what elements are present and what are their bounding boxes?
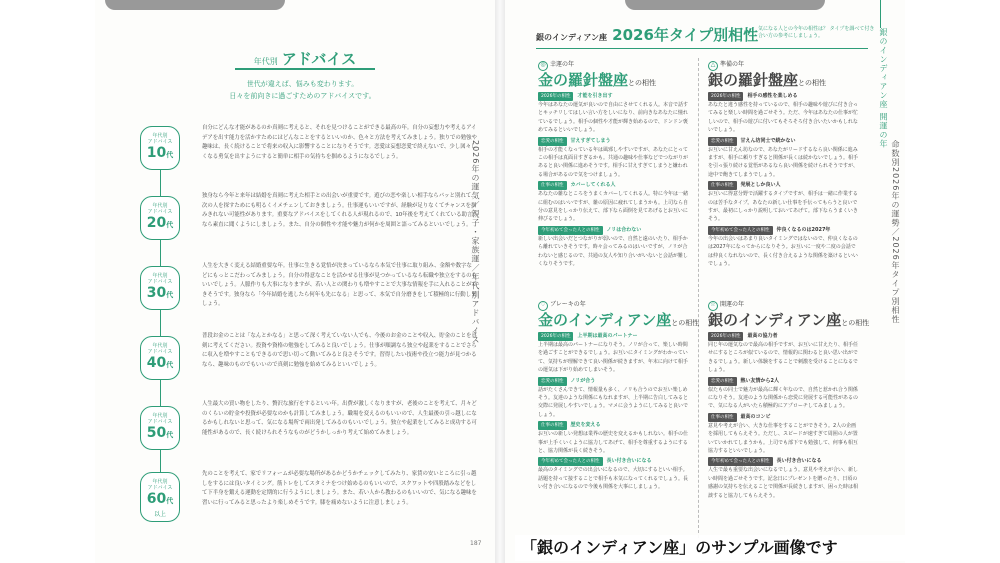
quadrant-tag-label: 準備の年: [720, 61, 745, 68]
quadrant-tag-3: [538, 300, 586, 310]
advice-paragraph-60: 先のことを考えて、家でリフォームが必要な場所があるかどうかチェックしてみたり、家賃の安いところに引っ越しをするには良いタイミング。筋トレをしてスタミナをつけ始めるのもいいので、スクワットや四股踏みなどをして下半身を鍛える運動を定期的に行うようにしましょう。また、若い人から教わるのもいいので、気になる趣味を習いに行ってみると思ったより楽しめそうです。膝を痛めないように注意しましょう。: [202, 471, 477, 506]
advice-paragraph-30: 人生を大きく変える結婚重要な年。仕事に生きる覚悟が決まっているなら本気で仕事に取り組み、金額や数字などにもっとこだわってみましょう。自分の得意なことを活かせる仕事が見つかっているなら転職や独立をするのもいいでしょう。人脈作りも大事になりますが、若い人との関わりも増やすことで大事な情報を手に入れることができそうです。独身なら「今年結婚を逃したら何年も先になる」と思って、本気で自分磨きをして積極的に行動しましょう。: [202, 263, 477, 307]
quadrant-title-suffix: との相性: [841, 319, 870, 327]
quadrant-tag-label: 幸運の年: [550, 61, 575, 68]
age-badge-number: 10: [146, 145, 167, 161]
compat-text: あなたと違う感性を持っているので、相手の趣味や遊びに付き合ってみると楽しい時間を過ごせそう。ただ、今年はあなたの仕事が忙しいので、相手の遊びに付いてもそろそろ付き合いたいかもしれないでしょう。: [708, 102, 859, 134]
compat-head: 最高のコンビ: [740, 413, 771, 420]
compat-chip: 2026年の相性: [708, 332, 743, 341]
compat-chip: 2026年の相性: [708, 92, 743, 101]
compat-text: 話がたくさんできて、情報量も多く、ノリも合うのでお互い楽しめそう。友達のような関係にもなれますが、上半期に告白してみると交際に発展しやすいでしょう。マメに会うようにしてみると良いでしょう。: [538, 386, 688, 418]
compat-chip: 仕事の相性: [708, 413, 737, 422]
compat-head: ノリが合う: [570, 377, 596, 384]
quadrant-glyph-icon: ☆: [710, 301, 716, 308]
quadrant-glyph-icon: △: [710, 61, 716, 68]
compat-text: 上半期は最高のパートナーになりそう。ノリが合って、楽しい時間を過ごすことができるでしょう。お互いにタイミングがわかっていて、気持ちが理解できて良い関係が続きますが、年末に向けて相手の運気は下がり始めてしまいそう。: [538, 342, 688, 374]
compat-head: カバーしてくれる人: [570, 182, 616, 189]
compat-chip: 恋愛の相性: [538, 137, 567, 146]
quadrant-glyph-icon: ◎: [540, 61, 546, 68]
quadrant-body-4: [708, 330, 858, 530]
compat-chip: 仕事の相性: [538, 181, 567, 190]
age-badge-label: 年代別 アドバイス: [147, 203, 173, 215]
quadrant-title-name: 銀のインディアン座: [708, 311, 842, 329]
age-badge-number: 60: [146, 491, 167, 507]
compat-head: 長い付き合いになる: [776, 458, 822, 465]
age-badge-label: 年代別 アドバイス: [147, 133, 173, 145]
quadrant-title-suffix: との相性: [671, 319, 700, 327]
compat-chip: 恋愛の相性: [708, 377, 737, 386]
quadrant-title-suffix: との相性: [628, 79, 657, 87]
compat-text: 意見や考えが合い、大きな仕事をすることができそう。2人の企画を採用してもらえそう。ただし、スピードが速すぎて周囲の人が置いていかれてしまうかも。上司でも部下でも勉強して、何事も相互協力するといいでしょう。: [708, 422, 858, 455]
heading-rule: [536, 48, 868, 49]
age-badge-number: 30: [146, 285, 167, 301]
compat-text: 今年はあなたの運気が良いので自由にさせてくれる人。本音で話すとキッチリしてはしい言い方をしいになり、前向きなあなたに憧れているでしょう。相手の個性や才能が輝き始めるので、ドンドン褒めてみるといいでしょう。: [538, 102, 689, 134]
compat-chip: 2026年の相性: [538, 92, 573, 101]
compat-head: 熱い友情から2人: [740, 377, 779, 384]
compat-chip: 仕事の相性: [538, 421, 567, 430]
compat-text: お互いに得意分野で活躍するタイプですが、相手は一緒に作業するのは苦手なタイプ。あなたの新しい仕事を手伝ってもらうと良いですが、最初にしっかり説明しておいてあげて。部下ならうまくいきそう。: [708, 191, 858, 223]
compat-text: お互いの新しい発想は業界の歴史を変えるかもしれない。相手の仕事が上手くいくように協力してあげて、相手を尊重するようにすると、協力関係が長く続きそう。: [538, 431, 688, 455]
quadrant-tag-4: [708, 300, 744, 310]
compat-chip: 今年初めて会った人との相性: [708, 457, 773, 466]
quadrant-tag-2: [708, 60, 744, 70]
quadrant-title-4: [708, 310, 869, 330]
compat-head: ノリは合わない: [606, 226, 642, 233]
compat-head: 甘えすぎてしまう: [570, 137, 611, 144]
right-edge-rule: [880, 0, 881, 28]
compat-text: 新しい出会いだとつながりが弱いので、自然と遠のいたり、相手から離れていきそうです。時々会ってみるのはいいですが、ノリが合わないと感じるので、共通の友人や知り合いがいないと会話が難しくなりそうです。: [538, 235, 688, 268]
column-divider: [698, 58, 699, 538]
compat-head: 長い付き合いになる: [606, 458, 652, 465]
age-badge-label: 年代別 アドバイス: [147, 343, 173, 355]
advice-paragraph-10: 自分にどんな才能があるのか真剣に考えると、それを見つけることができる最高の年。自分の妄想力や考えるアイデアを出す能力を活かすためにはどんなことをするといいのか、色々と方法を考えてみましょう。独りでの勉強や趣味は、長く続けることで将来の収入に影響することになりそうです。恋愛は妄想恋愛で終えないで、少し図々しくなる勇気を出すようにすると簡単に相手の気持ちを掴めるようになるでしょう。: [202, 125, 477, 160]
page-number: 187: [470, 540, 482, 547]
quadrant-title-name: 金のインディアン座: [538, 311, 672, 329]
quadrant-glyph-icon: ♡: [540, 301, 546, 308]
right-side-running-text: 命数別2026年の運勢／2026年タイプ別相性: [891, 140, 900, 324]
compat-text: 最高のタイミングでの出会いになるので、大切にするといい相手。話題を持って接することで相手も本気になってくれるでしょう。長い付き合いになるので今後も関係を大事にしましょう。: [538, 467, 688, 491]
left-side-running-text: 2026年の運気／親子・家族運／年代別アドバイス: [471, 140, 480, 345]
compat-text: 似たもの同士で魅力が最高に輝く年なので、自然と惹かれ合う関係になりそう。友達のような関係から恋愛に発展する可能性があるので、気になる人がいたら積極的にアプローチしてみましょう。: [708, 386, 858, 410]
compat-head: 甘えん坊同士で続かない: [740, 137, 796, 144]
right-side-running-title: 銀のインディアン座 開運の年: [879, 28, 888, 149]
quadrant-title-suffix: との相性: [798, 79, 827, 87]
compat-chip: 仕事の相性: [708, 181, 737, 190]
age-badge-20: [140, 196, 180, 240]
quadrant-tag-1: [538, 60, 574, 70]
age-badge-number: 40: [146, 355, 167, 371]
compat-heading-main: 2026年タイプ別相性: [612, 26, 759, 44]
age-badge-unit: 代: [166, 221, 174, 229]
age-badge-unit: 代: [166, 151, 174, 159]
compat-heading-prefix: 銀のインディアン座: [536, 33, 608, 42]
age-badge-10: [140, 126, 180, 170]
age-badge-number: 20: [146, 215, 167, 231]
quadrant-title-2: [708, 70, 826, 90]
compat-text: 相手の才能くなっている年は風邪しやすいですが、あなたにとってこの相手は真面目すぎるかも。共通の趣味や仕事などでつながりがあると良い関係に進めそうです。相手に甘えすぎてしまうと嫌われる場合があるので気をつけましょう。: [538, 146, 689, 178]
age-badge-30: [140, 266, 180, 310]
compat-text: 今年の出会いはあまり良いタイミングではないので、仲良くなるのは2027年になってからになりそう。お互いに一度や二度の会話では仲良くなれないので、長く付き合えるような関係を築けるといいでしょう。: [708, 235, 858, 268]
advice-paragraph-20: 独身なら今年と来年は結婚を真剣に考えた相手との出会いが重要です。遊びの恋や楽しい相手ならパッと別れて、次の人を探すためにも明るくイメチェンしておきましょう。仕事運もいいですが、経験が足りなくてチャンスを掴みきれない可能性があります。重要なアドバイスをしてくれる人が現れるので、10年後を考えてくれている助言なら素直に聞くようにしましょう。また、自分の個性や才能や魅力が何かを周囲と語ってみるといいでしょう。: [202, 193, 477, 228]
book-spine: [495, 0, 505, 563]
compat-text: お互いに甘えん坊なので、あなたがリードするなら良い関係に進みますが、相手に頼りすぎると関係が長くは続かないでしょう。相手を引っ張り続ける覚悟があるなら良い関係を続けられそうですが、途中で飽きてしまうでしょう。: [708, 146, 859, 178]
quadrant-tag-label: ブレーキの年: [550, 301, 586, 308]
age-badge-label: 年代別 アドバイス: [147, 479, 173, 491]
quadrant-body-3: [538, 330, 688, 532]
compat-text: 人生で最も重要な出会いになるでしょう。意見や考えが合い、新しい時間を過ごせそうです。記念日にプレゼントを贈ったり、日頃の感謝の気持ちを伝えることで関係が長続きしますが、困った時は相談すると協力してもらえそう。: [708, 467, 858, 499]
age-badge-60: [140, 472, 180, 522]
advice-title-large: アドバイス: [281, 50, 357, 68]
quadrant-title-3: [538, 310, 699, 330]
quadrant-title-1: [538, 70, 656, 90]
quadrant-tag-label: 開運の年: [720, 301, 745, 308]
compat-head: 発展としか良い人: [740, 182, 781, 189]
advice-subtitle: 世代が違えば、悩みも変わります。 日々を前向きに過ごすためのアドバイスです。: [229, 80, 376, 100]
age-badge-unit: 代: [166, 431, 174, 439]
age-badge-label: 年代別 アドバイス: [147, 273, 173, 285]
compat-chip: 今年初めて会った人との相性: [538, 457, 603, 466]
quadrant-title-name: 銀の羅針盤座: [708, 71, 799, 89]
age-badge-extra: 以上: [153, 511, 166, 518]
age-badge-label: 年代別 アドバイス: [147, 413, 173, 425]
compat-head: 才能を引き出す: [577, 93, 613, 99]
left-page: [130, 0, 475, 563]
quadrant-body-2: [708, 90, 858, 290]
compat-head: 相手の感性を楽しめる: [747, 93, 798, 99]
compat-chip: 恋愛の相性: [708, 137, 737, 146]
compat-chip: 2026年の相性: [538, 332, 573, 341]
advice-title-small: 年代別: [253, 57, 278, 66]
advice-paragraph-40: 普段お金のことは「なんとかなる」と思って深く考えていない人でも、今後のお金のことや収入、貯金のことを真剣に考えてください。投資や資格の勉強をしてみると良いでしょう。仕事が順調なら独立や起業をすることでさらに収入を増やすこともできるので思い切って動いてみると良さそうです。習得したい技術や役立つ能力が見つかるなら、趣味のものでもいいので真剣に勉強を始めてみるといいでしょう。: [202, 333, 477, 368]
age-badge-unit: 代: [166, 291, 174, 299]
quadrant-body-1: [538, 90, 688, 290]
compat-head: 最高の協力者: [747, 333, 778, 339]
compat-head: 歴史を変える: [570, 422, 601, 429]
age-badge-50: [140, 406, 180, 450]
quadrant-title-name: 金の羅針盤座: [538, 71, 629, 89]
compat-head: 上半期は最高のパートナー: [577, 333, 638, 339]
age-badge-40: [140, 336, 180, 380]
compat-chip: 恋愛の相性: [538, 377, 567, 386]
advice-paragraph-50: 人生最大の買い物をしたり、贅沢な旅行をするといい年。出費が激しくなりますが、老後のことを考えて、月々どのくらいの貯金や投資が必要なのかも計算してみましょう。職場を変えるのもいいので、人生最後の引っ越しになるかもしれないと思って、気になる場所で両出発してみるのもいいでしょう。独立や起業をしてみると成功する可能性があるので、長く続けられそうなものがどうかしっかり考えて始めてみましょう。: [202, 401, 477, 436]
compat-text: あなたの雑なところをうまくカバーしてくれる人。特に今年は一緒に組むのはいいですが、雑の原因に疲れてしまうかも。上司なら自分の意見をしっかり伝えて、部下なら面倒を見てあげるとお互いに伸びるでしょう。: [538, 191, 689, 223]
compat-chip: 今年初めて会った人との相性: [538, 226, 603, 235]
compat-text: 同じ年の運気なので最高の相手ですが、お互いに甘えたり、相手任せにするところが似ているので、情報的に関わると良い思い出ができるでしょう。新しい体験をすることで刺激を受けることになるでしょう。: [708, 342, 858, 374]
sample-caption: 「銀のインディアン座」のサンプル画像です: [515, 535, 965, 561]
compat-head: 仲良くなるのは2027年: [776, 226, 831, 233]
compat-chip: 今年初めて会った人との相性: [708, 226, 773, 235]
compat-heading-note: 気になる人との今年の相性は？ タイプを調べて付き合い方の参考にしましょう。: [758, 26, 875, 39]
age-badge-number: 50: [146, 425, 167, 441]
age-badge-unit: 代: [166, 361, 174, 369]
age-timeline: [160, 130, 161, 520]
compat-heading: [536, 24, 876, 48]
advice-title: [235, 48, 375, 70]
age-badge-unit: 代: [166, 497, 174, 505]
